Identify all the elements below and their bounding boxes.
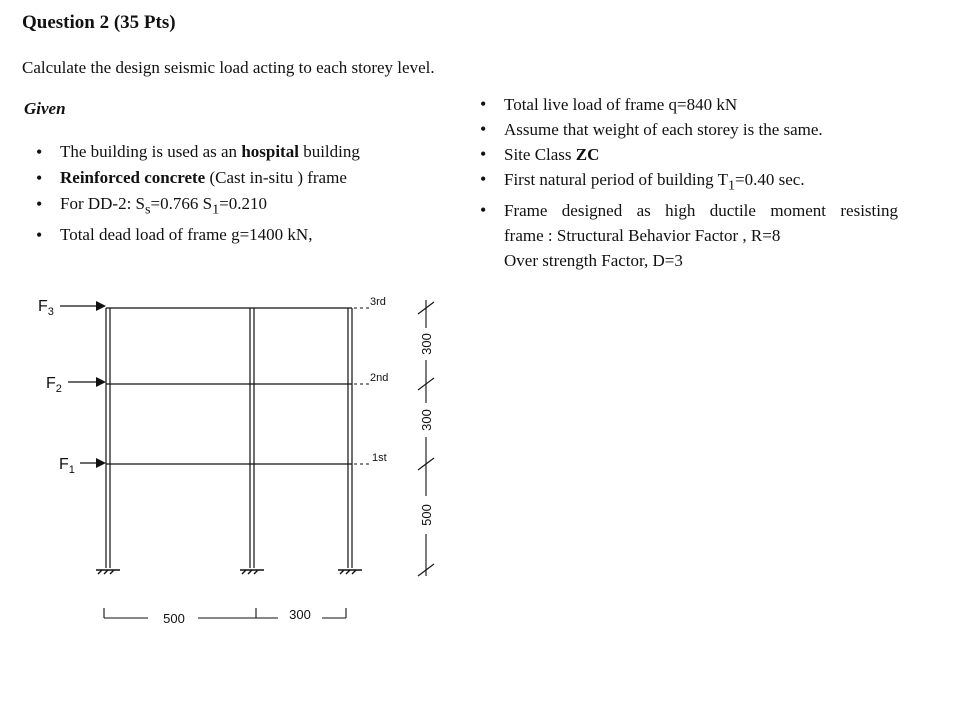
given-list-right — [468, 92, 898, 273]
item-text: First natural period of building T — [504, 170, 728, 189]
list-item — [468, 167, 898, 198]
item-text: The building is used as an — [60, 142, 242, 161]
list-item — [468, 117, 898, 142]
item-bold: hospital — [241, 142, 299, 161]
item-text: Assume that weight of each storey is the same. — [504, 120, 823, 139]
item-text: building — [298, 142, 360, 161]
item-text: Total live load of frame q=840 kN — [504, 95, 738, 114]
item-text: =0.40 sec. — [735, 170, 805, 189]
given-list-left — [24, 139, 464, 248]
storey-label-3rd: 3rd — [370, 296, 386, 308]
force-label-f2: $F_2$ — [46, 375, 62, 395]
fixed-supports — [96, 570, 362, 574]
list-item-continuation: frame : Structural Behavior Factor , R=8 — [504, 226, 781, 246]
arrow-head-f3 — [96, 301, 106, 311]
list-item — [468, 142, 898, 167]
arrow-head-f1 — [96, 458, 106, 468]
item-text: (Cast in-situ ) frame — [205, 168, 347, 187]
dim-vertical-bottom: 500 — [419, 504, 434, 526]
list-item — [24, 222, 464, 248]
item-bold: Reinforced concrete — [60, 168, 206, 187]
given-heading: Given — [24, 99, 66, 118]
arrow-head-f2 — [96, 377, 106, 387]
item-text: For DD-2: S — [60, 194, 146, 213]
force-arrows — [60, 306, 100, 463]
force-label-f3: $F_3$ — [38, 298, 54, 318]
dim-horizontal-left: 500 — [163, 611, 185, 626]
item-text: Total dead load of frame g=1400 kN, — [60, 225, 313, 245]
force-label-f1: $F_1$ — [59, 456, 75, 476]
list-item — [24, 165, 464, 191]
list-item-continuation: Over strength Factor, D=3 — [504, 251, 683, 271]
item-bold: ZC — [575, 145, 600, 164]
subscript: 1 — [212, 201, 220, 218]
item-text: =0.766 S — [150, 194, 213, 213]
subscript: s — [145, 201, 151, 218]
item-text: Frame designed as high ductile moment resisting — [504, 201, 898, 221]
dim-vertical-middle: 300 — [419, 409, 434, 431]
subscript: 1 — [727, 177, 736, 194]
instruction-text: Calculate the design seismic load acting to each storey level. — [22, 58, 435, 77]
frame-diagram — [0, 270, 470, 640]
storey-label-2nd: 2nd — [370, 372, 389, 384]
list-item — [24, 191, 464, 222]
list-item — [24, 139, 464, 165]
question-title: Question 2 (35 Pts) — [22, 12, 176, 33]
list-item — [468, 198, 898, 223]
item-text: =0.210 — [219, 194, 267, 213]
item-text: Site Class — [504, 145, 576, 164]
dim-horizontal-right: 300 — [289, 607, 311, 622]
list-item — [468, 92, 898, 117]
storey-label-1st: 1st — [372, 452, 387, 464]
dim-vertical-top: 300 — [419, 333, 434, 355]
